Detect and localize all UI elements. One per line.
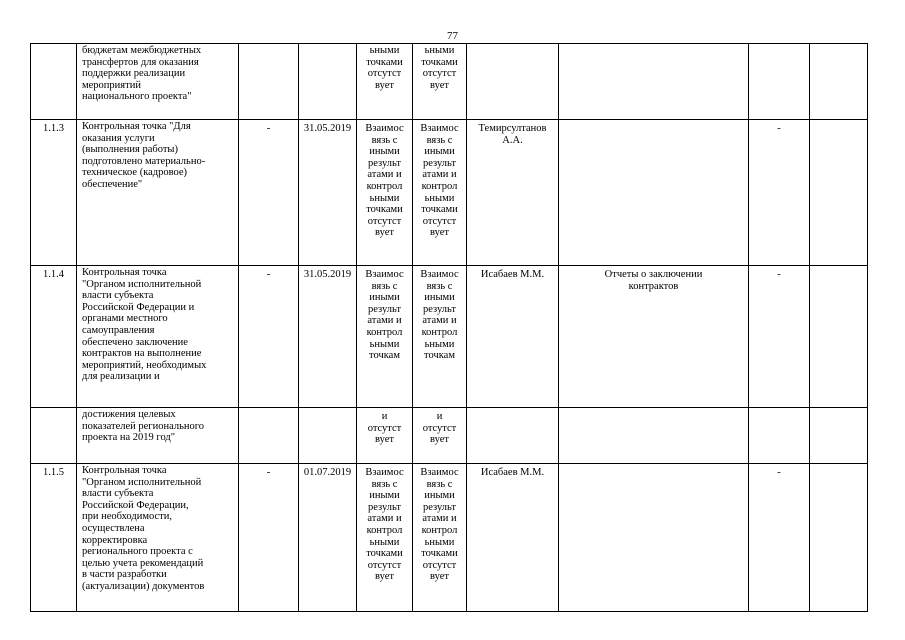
control-point-name-line: при необходимости, <box>82 511 172 523</box>
control-points-table <box>30 43 868 612</box>
control-point-name-line: контрактов на выполнение <box>82 348 202 360</box>
control-point-name-line: для реализации и <box>82 371 160 383</box>
control-point-name-line: Контрольная точка <box>82 465 167 476</box>
relation-cell-2-line: отсутст <box>422 215 457 227</box>
relation-cell-1-line: результ <box>368 303 401 315</box>
relation-cell-2-line: ьными <box>424 338 455 350</box>
relation-cell-2-line: результ <box>423 303 456 315</box>
relation-cell-1-line: иными <box>369 292 400 304</box>
extra-cell <box>810 44 868 120</box>
relation-cell-2-line: атами и <box>422 315 457 327</box>
control-point-name-line: обеспечено заключение <box>82 336 188 348</box>
responsible-person <box>467 408 559 464</box>
control-point-name-line: национального проекта" <box>82 91 192 103</box>
relation-cell-2-line: и <box>436 411 443 422</box>
relation-cell-1-line: точками <box>366 56 403 68</box>
relation-cell-1-line: вует <box>375 227 394 239</box>
control-point-name-line: трансфертов для оказания <box>82 56 199 68</box>
control-point-name <box>77 266 239 408</box>
relation-cell-2-line: вязь с <box>426 134 453 146</box>
relation-cell-2 <box>413 464 467 612</box>
relation-cell-1-line: отсутст <box>367 215 402 227</box>
relation-cell-1-line: Взаимос <box>365 467 404 478</box>
relation-cell-2-line: точками <box>421 548 458 560</box>
responsible-person-line: Исабаев М.М. <box>480 467 545 478</box>
deadline-date: 31.05.2019 <box>299 266 357 408</box>
result-document-line: контрактов <box>628 280 679 292</box>
result-document <box>559 408 749 464</box>
row-number: 1.1.5 <box>31 464 77 612</box>
control-level: - <box>749 120 810 266</box>
relation-cell-2-line: результ <box>423 157 456 169</box>
deadline-date: 01.07.2019 <box>299 464 357 612</box>
control-point-name <box>77 44 239 120</box>
control-point-name-line: подготовлено материально- <box>82 155 206 167</box>
relation-cell-2-line: вязь с <box>426 280 453 292</box>
relation-cell-1-line: ьными <box>369 45 400 56</box>
row-number: 1.1.4 <box>31 266 77 408</box>
relation-cell-2-line: иными <box>424 490 455 502</box>
control-point-name-line: мероприятий <box>82 79 141 91</box>
result-document <box>559 266 749 408</box>
relation-cell-1-line: контрол <box>366 180 403 192</box>
relation-cell-1-line: Взаимос <box>365 123 404 134</box>
relation-cell-2-line: отсутст <box>422 68 457 80</box>
control-level <box>749 408 810 464</box>
control-point-name-line: целью учета рекомендаций <box>82 557 204 569</box>
control-point-name-line: "Органом исполнительной <box>82 476 202 488</box>
relation-cell-1-line: точкам <box>369 350 400 362</box>
relation-cell-2 <box>413 120 467 266</box>
deadline-date <box>299 44 357 120</box>
relation-cell-2-line: отсутст <box>422 559 457 571</box>
result-document <box>559 120 749 266</box>
relation-cell-1 <box>357 266 413 408</box>
deadline-date <box>299 408 357 464</box>
row-number: 1.1.3 <box>31 120 77 266</box>
result-document <box>559 464 749 612</box>
table-row <box>31 120 868 266</box>
relation-cell-1-line: результ <box>368 157 401 169</box>
dash-cell: - <box>239 120 299 266</box>
relation-cell-2-line: Взаимос <box>420 467 459 478</box>
control-point-name-line: оказания услуги <box>82 132 155 144</box>
control-point-name <box>77 464 239 612</box>
control-point-name-line: обеспечение" <box>82 178 143 190</box>
control-point-name-line: проекта на 2019 год" <box>82 432 176 444</box>
relation-cell-2-line: вует <box>430 227 449 239</box>
control-point-name-line: показателей регионального <box>82 420 205 432</box>
control-point-name-line: власти субъекта <box>82 290 154 302</box>
relation-cell-2-line: Взаимос <box>420 269 459 280</box>
control-point-name-line: мероприятий, необходимых <box>82 359 207 371</box>
dash-cell <box>239 408 299 464</box>
result-document <box>559 44 749 120</box>
control-point-name-line: осуществлена <box>82 522 145 534</box>
responsible-person <box>467 266 559 408</box>
control-point-name-line: самоуправления <box>82 324 155 336</box>
control-level: - <box>749 266 810 408</box>
relation-cell-1-line: вязь с <box>371 478 398 490</box>
relation-cell-2-line: результ <box>423 501 456 513</box>
control-point-name-line: корректировка <box>82 534 148 546</box>
relation-cell-1-line: атами и <box>367 513 402 525</box>
relation-cell-1-line: точками <box>366 548 403 560</box>
control-point-name-line: поддержки реализации <box>82 68 186 80</box>
extra-cell <box>810 266 868 408</box>
control-level <box>749 44 810 120</box>
relation-cell-2 <box>413 44 467 120</box>
responsible-person <box>467 44 559 120</box>
dash-cell: - <box>239 266 299 408</box>
result-document-line: Отчеты о заключении <box>604 269 703 280</box>
relation-cell-2-line: контрол <box>421 180 458 192</box>
relation-cell-2 <box>413 266 467 408</box>
control-point-name-line: достижения целевых <box>82 409 176 420</box>
relation-cell-1-line: отсутст <box>367 559 402 571</box>
dash-cell <box>239 44 299 120</box>
relation-cell-1-line: иными <box>369 146 400 158</box>
relation-cell-2-line: иными <box>424 292 455 304</box>
relation-cell-2-line: вует <box>430 79 449 91</box>
relation-cell-1-line: отсутст <box>367 68 402 80</box>
control-point-name-line: "Органом исполнительной <box>82 278 202 290</box>
relation-cell-2-line: Взаимос <box>420 123 459 134</box>
relation-cell-1-line: результ <box>368 501 401 513</box>
relation-cell-1-line: и <box>381 411 388 422</box>
relation-cell-1-line: вязь с <box>371 134 398 146</box>
control-level: - <box>749 464 810 612</box>
responsible-person <box>467 120 559 266</box>
responsible-person-line: Темирсултанов <box>478 123 547 134</box>
control-point-name-line: Контрольная точка <box>82 267 167 278</box>
control-point-name-line: власти субъекта <box>82 488 154 500</box>
page-number: 77 <box>447 30 458 42</box>
table-row <box>31 266 868 408</box>
responsible-person-line: А.А. <box>502 134 523 146</box>
relation-cell-1-line: контрол <box>366 524 403 536</box>
relation-cell-1-line: иными <box>369 490 400 502</box>
relation-cell-1-line: атами и <box>367 315 402 327</box>
deadline-date: 31.05.2019 <box>299 120 357 266</box>
control-point-name-line: Российской Федерации, <box>82 499 189 511</box>
relation-cell-1-line: отсутст <box>367 422 402 434</box>
control-point-name-line: Российской Федерации и <box>82 301 195 313</box>
control-point-name-line: органами местного <box>82 313 168 325</box>
relation-cell-2-line: атами и <box>422 169 457 181</box>
control-point-name <box>77 120 239 266</box>
control-point-name-line: (выполнения работы) <box>82 144 178 156</box>
control-point-name-line: Контрольная точка "Для <box>82 121 191 132</box>
relation-cell-2-line: отсутст <box>422 422 457 434</box>
relation-cell-1 <box>357 120 413 266</box>
extra-cell <box>810 120 868 266</box>
relation-cell-2-line: точками <box>421 204 458 216</box>
relation-cell-2-line: контрол <box>421 524 458 536</box>
dash-cell: - <box>239 464 299 612</box>
control-point-name-line: бюджетам межбюджетных <box>82 45 202 56</box>
row-number <box>31 44 77 120</box>
row-number <box>31 408 77 464</box>
control-point-name-line: (актуализации) документов <box>82 580 205 592</box>
relation-cell-1 <box>357 464 413 612</box>
relation-cell-1-line: вует <box>375 571 394 583</box>
relation-cell-1-line: вует <box>375 79 394 91</box>
relation-cell-2-line: точками <box>421 56 458 68</box>
relation-cell-2-line: контрол <box>421 326 458 338</box>
control-point-name-line: регионального проекта с <box>82 546 193 558</box>
relation-cell-1-line: атами и <box>367 169 402 181</box>
relation-cell-1-line: вует <box>375 434 394 446</box>
relation-cell-2-line: вязь с <box>426 478 453 490</box>
relation-cell-1-line: Взаимос <box>365 269 404 280</box>
relation-cell-1-line: точками <box>366 204 403 216</box>
relation-cell-2-line: ьными <box>424 536 455 548</box>
relation-cell-2-line: ьными <box>424 45 455 56</box>
relation-cell-2-line: точкам <box>424 350 455 362</box>
extra-cell <box>810 464 868 612</box>
table-row <box>31 464 868 612</box>
extra-cell <box>810 408 868 464</box>
relation-cell-1 <box>357 408 413 464</box>
relation-cell-2-line: ьными <box>424 192 455 204</box>
relation-cell-1-line: ьными <box>369 536 400 548</box>
relation-cell-1-line: ьными <box>369 192 400 204</box>
relation-cell-1-line: контрол <box>366 326 403 338</box>
control-point-name-line: техническое (кадровое) <box>82 167 188 179</box>
table-row <box>31 44 868 120</box>
table-row <box>31 408 868 464</box>
relation-cell-2-line: иными <box>424 146 455 158</box>
control-point-name <box>77 408 239 464</box>
relation-cell-1-line: вязь с <box>371 280 398 292</box>
relation-cell-1 <box>357 44 413 120</box>
relation-cell-2 <box>413 408 467 464</box>
relation-cell-1-line: ьными <box>369 338 400 350</box>
responsible-person-line: Исабаев М.М. <box>480 269 545 280</box>
relation-cell-2-line: атами и <box>422 513 457 525</box>
responsible-person <box>467 464 559 612</box>
relation-cell-2-line: вует <box>430 434 449 446</box>
relation-cell-2-line: вует <box>430 571 449 583</box>
control-point-name-line: в части разработки <box>82 569 167 581</box>
